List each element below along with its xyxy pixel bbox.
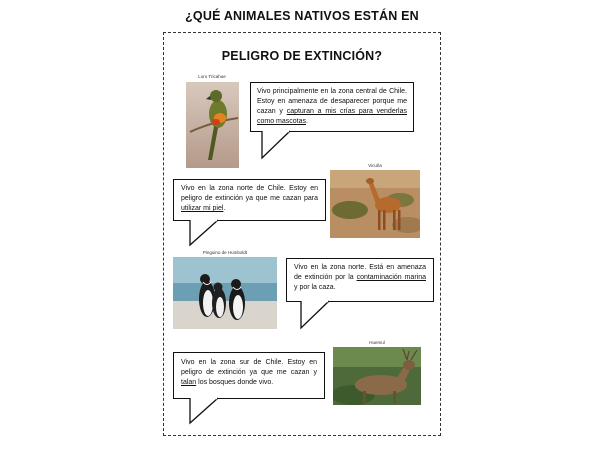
penguin-bubble-tail	[298, 300, 332, 330]
huemul-photo	[333, 347, 421, 405]
vicuna-bubble-tail	[187, 219, 221, 247]
penguin-photo	[173, 257, 277, 329]
worksheet-title-line-2: PELIGRO DE EXTINCIÓN?	[221, 49, 383, 63]
vicuna-speech-bubble	[173, 179, 326, 221]
penguin-speech-bubble	[286, 258, 434, 302]
huemul-speech-bubble	[173, 352, 325, 399]
vicuna-photo	[330, 170, 420, 238]
vicuna-caption: Vicuña	[368, 163, 382, 168]
parrot-description: Vivo principalmente en la zona central de Chile. Estoy en amenaza de desaparecer porque me cazan y capturan a mis crías para venderlas como mascotas.	[257, 88, 407, 125]
vicuna-description: Vivo en la zona norte de Chile. Estoy en peligro de extinción ya que me cazan para utilizar mi piel.	[181, 185, 318, 212]
parrot-speech-bubble	[250, 82, 414, 132]
huemul-bubble-tail	[187, 397, 221, 425]
parrot-caption: Loro Tricahue	[198, 74, 226, 79]
penguin-description: Vivo en la zona norte. Está en amenaza de extinción por la contaminación marina y por la caza.	[294, 264, 426, 291]
parrot-bubble-tail	[259, 130, 293, 160]
huemul-description: Vivo en la zona sur de Chile. Estoy en peligro de extinción ya que me cazan y talan los bosques donde vivo.	[181, 359, 317, 386]
penguin-caption: Pinguino de Humboldt	[202, 250, 248, 255]
huemul-caption: Huemul	[369, 340, 385, 345]
parrot-photo	[186, 82, 239, 168]
worksheet-title-line-1: ¿QUÉ ANIMALES NATIVOS ESTÁN EN	[185, 9, 419, 23]
